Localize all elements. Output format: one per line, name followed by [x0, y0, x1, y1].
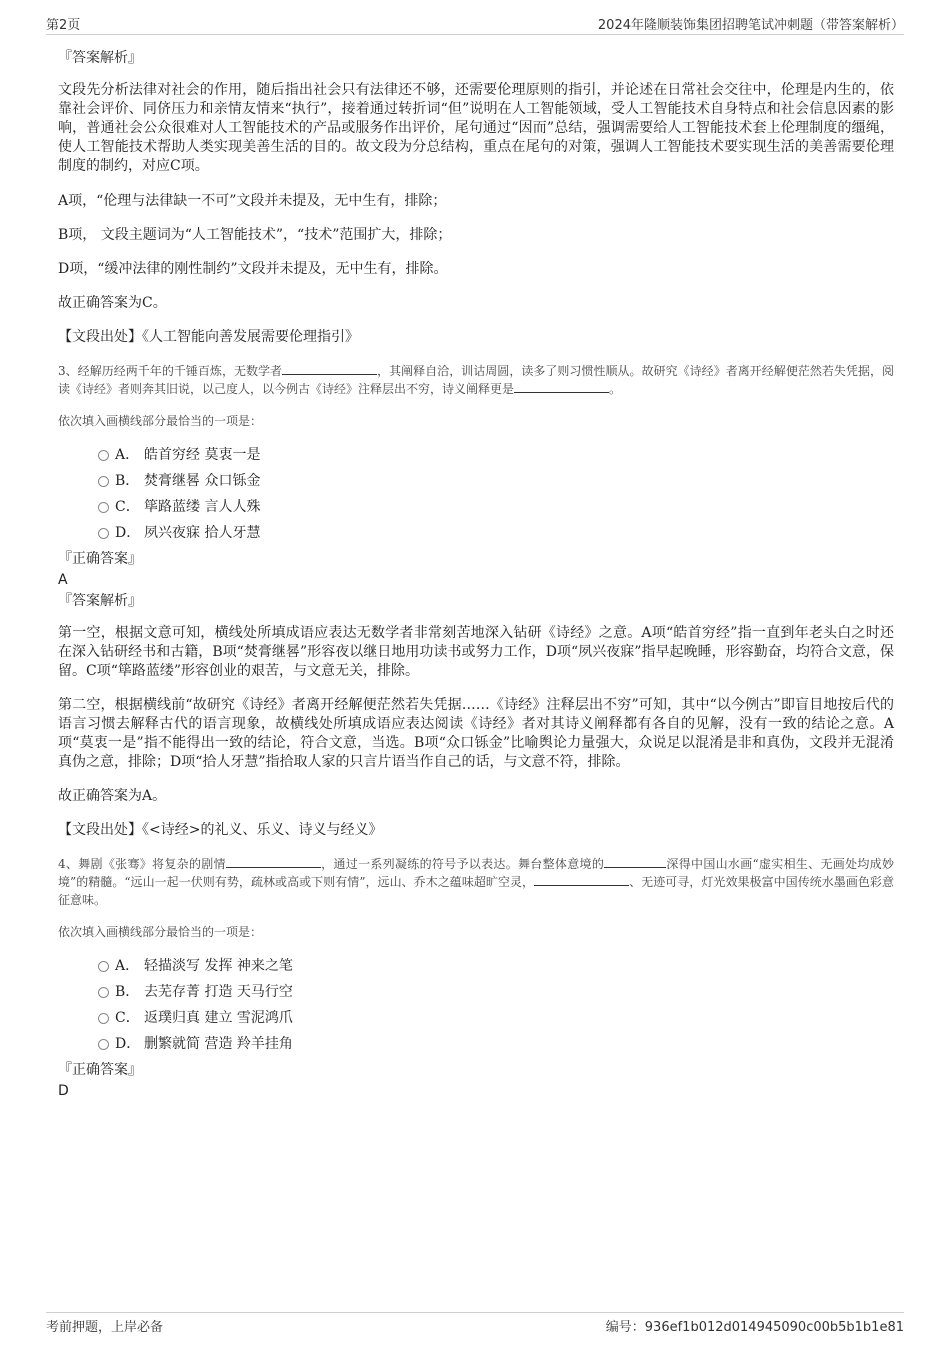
- q3-conclusion: 故正确答案为A。: [58, 788, 167, 804]
- radio-button[interactable]: [98, 1039, 109, 1050]
- footer-slogan: 考前押题，上岸必备: [46, 1320, 164, 1335]
- answer-blank: [282, 362, 377, 375]
- radio-button[interactable]: [98, 528, 109, 539]
- q3-answer: A: [58, 572, 68, 588]
- q3-option-a[interactable]: A． 皓首穷经 莫衷一是: [58, 442, 894, 468]
- answer-blank: [604, 855, 666, 868]
- q4-prompt: 依次填入画横线部分最恰当的一项是：: [58, 925, 263, 939]
- q2-analysis-label: 『答案解析』: [58, 50, 142, 66]
- q3-analysis-second-blank: 第二空，根据横线前“故研究《诗经》者离开经解便茫然若失凭据……《诗经》注释层出不穷”可知，其中“以今例古”即盲目地按后代的语言习惯去解释古代的语言现象，故横线处所填成语应表达阅读《诗经》者对其诗义阐释都有各自的见解，没有一致的结论之意。A项“莫衷一是”指不能得出一致的结论，符合文意，当选。B项“众口铄金”比喻舆论力量强大，众说足以混淆是非和真伪，文段并无混淆真伪之意，排除；D项“拾人牙慧”指拾取人家的只言片语当作自己的话，与文意不符，排除。: [58, 697, 894, 770]
- q3-source: 【文段出处】《<诗经>的礼义、乐义、诗义与经义》: [58, 822, 383, 838]
- q3-option-b[interactable]: B． 焚膏继晷 众口铄金: [58, 468, 894, 494]
- radio-button[interactable]: [98, 502, 109, 513]
- radio-button[interactable]: [98, 987, 109, 998]
- q3-option-d[interactable]: D． 夙兴夜寐 拾人牙慧: [58, 520, 894, 546]
- q4-option-b[interactable]: B． 去芜存菁 打造 天马行空: [58, 979, 894, 1005]
- q3-analysis-first-blank: 第一空，根据文意可知，横线处所填成语应表达无数学者非常刻苦地深入钻研《诗经》之意。A项“皓首穷经”指一直到年老头白之时还在深入钻研经书和古籍，B项“焚膏继晷”形容夜以继日地用功读书或努力工作，D项“夙兴夜寐”指早起晚睡，形容勤奋，均符合文意，保留。C项“筚路蓝缕”形容创业的艰苦，与文意无关，排除。: [58, 625, 894, 679]
- answer-blank: [514, 380, 609, 393]
- q4-option-a[interactable]: A． 轻描淡写 发挥 神来之笔: [58, 953, 894, 979]
- q2-source: 【文段出处】《人工智能向善发展需要伦理指引》: [58, 329, 359, 345]
- radio-button[interactable]: [98, 450, 109, 461]
- document-id: 编号：936ef1b012d014945090c00b5b1b1e81: [605, 1320, 904, 1335]
- q4-answer-label: 『正确答案』: [58, 1062, 142, 1078]
- document-title: 2024年隆顺装饰集团招聘笔试冲刺题（带答案解析）: [597, 18, 904, 33]
- q4-options: [58, 953, 894, 1057]
- q4-answer: D: [58, 1083, 69, 1099]
- q3-option-c[interactable]: C． 筚路蓝缕 言人人殊: [58, 494, 894, 520]
- q3-analysis-label: 『答案解析』: [58, 593, 142, 609]
- page-content: [58, 44, 894, 1101]
- answer-blank: [534, 873, 629, 886]
- q2-analysis: 文段先分析法律对社会的作用，随后指出社会只有法律还不够，还需要伦理原则的指引，并论述在日常社会交往中，伦理是内生的，依靠社会评价、同侪压力和亲情友情来“执行”，接着通过转折词“但”说明在人工智能领域，受人工智能技术自身特点和社会信息因素的影响，普通社会公众很难对人工智能技术的产品或服务作出评价，尾句通过“因而”总结，强调需要给人工智能技术套上伦理制度的缰绳，使人工智能技术帮助人类实现美善生活的目的。故文段为分总结构，重点在尾句的对策，强调人工智能技术要实现生活的美善需要伦理制度的制约，对应C项。: [58, 82, 894, 174]
- q2-option-a-analysis: A项，“伦理与法律缺一不可”文段并未提及，无中生有，排除；: [58, 193, 447, 209]
- q2-option-b-analysis: B项， 文段主题词为“人工智能技术”，“技术”范围扩大，排除；: [58, 227, 452, 243]
- radio-button[interactable]: [98, 1013, 109, 1024]
- q2-conclusion: 故正确答案为C。: [58, 295, 167, 311]
- q4-stem: 4、舞剧《张骞》将复杂的剧情 ，通过一系列凝练的符号予以表达。舞台整体意境的 深得中国山水画“虚实相生、无画处均成妙境”的精髓。“远山一起一伏则有势，疏林或高或下则有情”，远山、乔木之蕴味超旷空灵， 、无迹可寻，灯光效果极富中国传统水墨画色彩意征意味。: [58, 857, 894, 907]
- radio-button[interactable]: [98, 476, 109, 487]
- page-header: [46, 12, 904, 35]
- q3-options: [58, 442, 894, 546]
- q3-prompt: 依次填入画横线部分最恰当的一项是：: [58, 414, 263, 428]
- q4-option-d[interactable]: D． 删繁就简 营造 羚羊挂角: [58, 1031, 894, 1057]
- q4-option-c[interactable]: C． 返璞归真 建立 雪泥鸿爪: [58, 1005, 894, 1031]
- q2-option-d-analysis: D项，“缓冲法律的刚性制约”文段并未提及，无中生有，排除。: [58, 261, 448, 277]
- q3-stem: 3、经解历经两千年的千锤百炼，无数学者 ，其阐释自洽，训诂周圆，读多了则习惯性顺从。故研究《诗经》者离开经解便茫然若失凭据，阅读《诗经》者则奔其旧说，以己度人，以今例古《诗经》注释层出不穷，诗义阐释更是 。: [58, 364, 894, 396]
- q3-answer-label: 『正确答案』: [58, 551, 142, 567]
- radio-button[interactable]: [98, 961, 109, 972]
- answer-blank: [226, 855, 321, 868]
- page-number: 第2页: [46, 18, 81, 33]
- page-footer: [46, 1312, 904, 1335]
